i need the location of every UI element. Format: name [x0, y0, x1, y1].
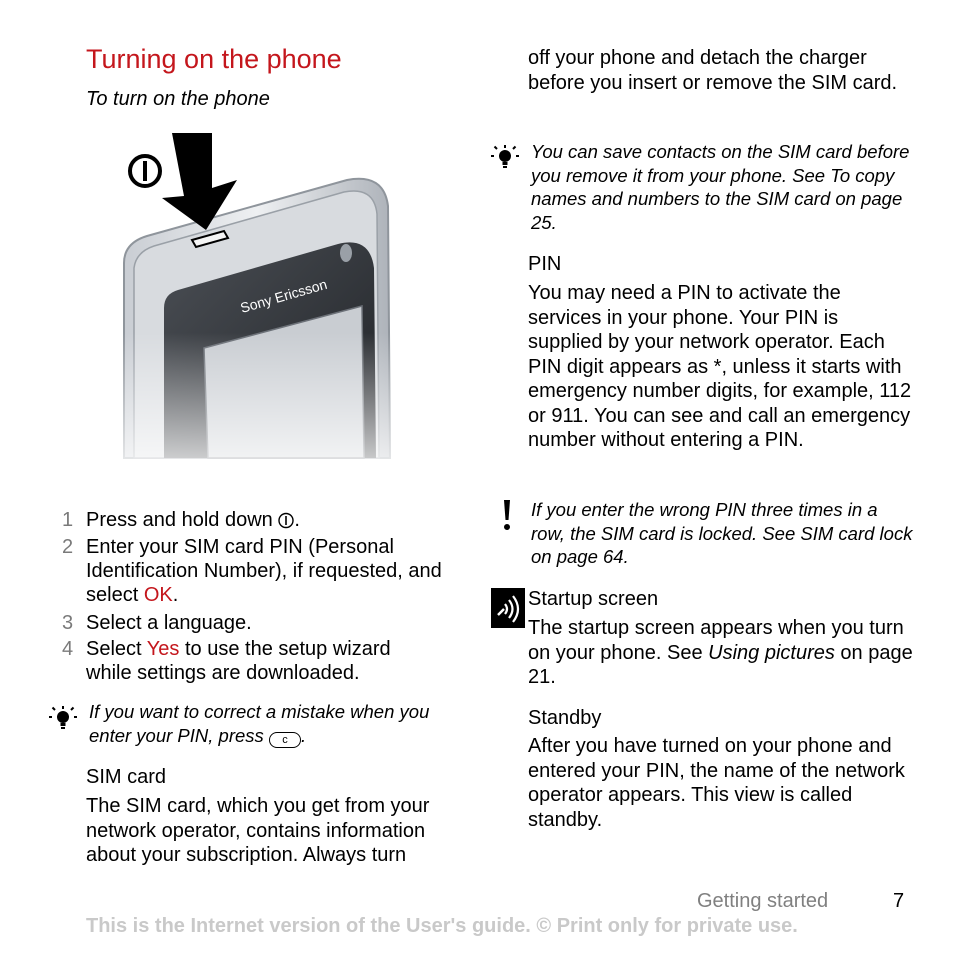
pin-body: You may need a PIN to activate the services in your phone. Your PIN is supplied by your network operator. Each PIN digit appears as *, unless it starts with emergency number digits, for example, 112 or 911. You can see and call an emergency number without entering a PIN. [528, 282, 912, 451]
standby-body: After you have turned on your phone and entered your PIN, the name of the network operator appears. This view is called standby. [528, 735, 905, 831]
startup-screen-heading: Startup screen [528, 588, 659, 610]
tip-lightbulb-icon [48, 704, 78, 734]
clear-key-icon: c [269, 732, 301, 748]
step-number: 4 [62, 638, 74, 660]
softkey-ok: OK [143, 584, 173, 606]
footer-section-name: Getting started [697, 890, 829, 912]
warning-exclamation-icon [500, 500, 514, 532]
footer-internet-notice: This is the Internet version of the User's guide. © Print only for private use. [86, 915, 798, 937]
startup-screen-body: The startup screen appears when you turn on your phone. See Using pictures on page 21. [528, 617, 913, 688]
tip-lightbulb-icon [490, 143, 520, 173]
step-number: 2 [62, 536, 74, 558]
pin-heading: PIN [528, 253, 562, 275]
step-text: Select a language. [86, 612, 252, 634]
operator-service-icon [491, 588, 525, 628]
tip-save-contacts: You can save contacts on the SIM card before you remove it from your phone. See To copy names and numbers to the SIM card on page 25. [531, 141, 910, 233]
page-number: 7 [893, 890, 905, 912]
sim-card-heading: SIM card [86, 766, 167, 788]
cross-reference: Using pictures [708, 641, 835, 664]
page-title: Turning on the phone [86, 44, 342, 74]
procedure-title: To turn on the phone [86, 88, 270, 110]
power-key-icon [278, 511, 294, 529]
phone-illustration [112, 128, 402, 500]
sim-card-body-continued: off your phone and detach the charger before you insert or remove the SIM card. [528, 47, 898, 94]
tip-correct-mistake: If you want to correct a mistake when you enter your PIN, press c . [89, 701, 430, 746]
step-number: 1 [62, 509, 74, 531]
step-number: 3 [62, 612, 74, 634]
step-text: Select [86, 638, 147, 660]
step-text: Enter your SIM card PIN (Personal Identification Number), if requested, and select [86, 536, 442, 606]
step-text: Press and hold down [86, 509, 273, 531]
sim-card-body: The SIM card, which you get from your network operator, contains information about your subscription. Always turn [86, 795, 430, 866]
standby-heading: Standby [528, 707, 602, 729]
softkey-yes: Yes [146, 638, 180, 660]
warning-wrong-pin: If you enter the wrong PIN three times in a row, the SIM card is locked. See SIM card lock on page 64. [531, 499, 913, 567]
